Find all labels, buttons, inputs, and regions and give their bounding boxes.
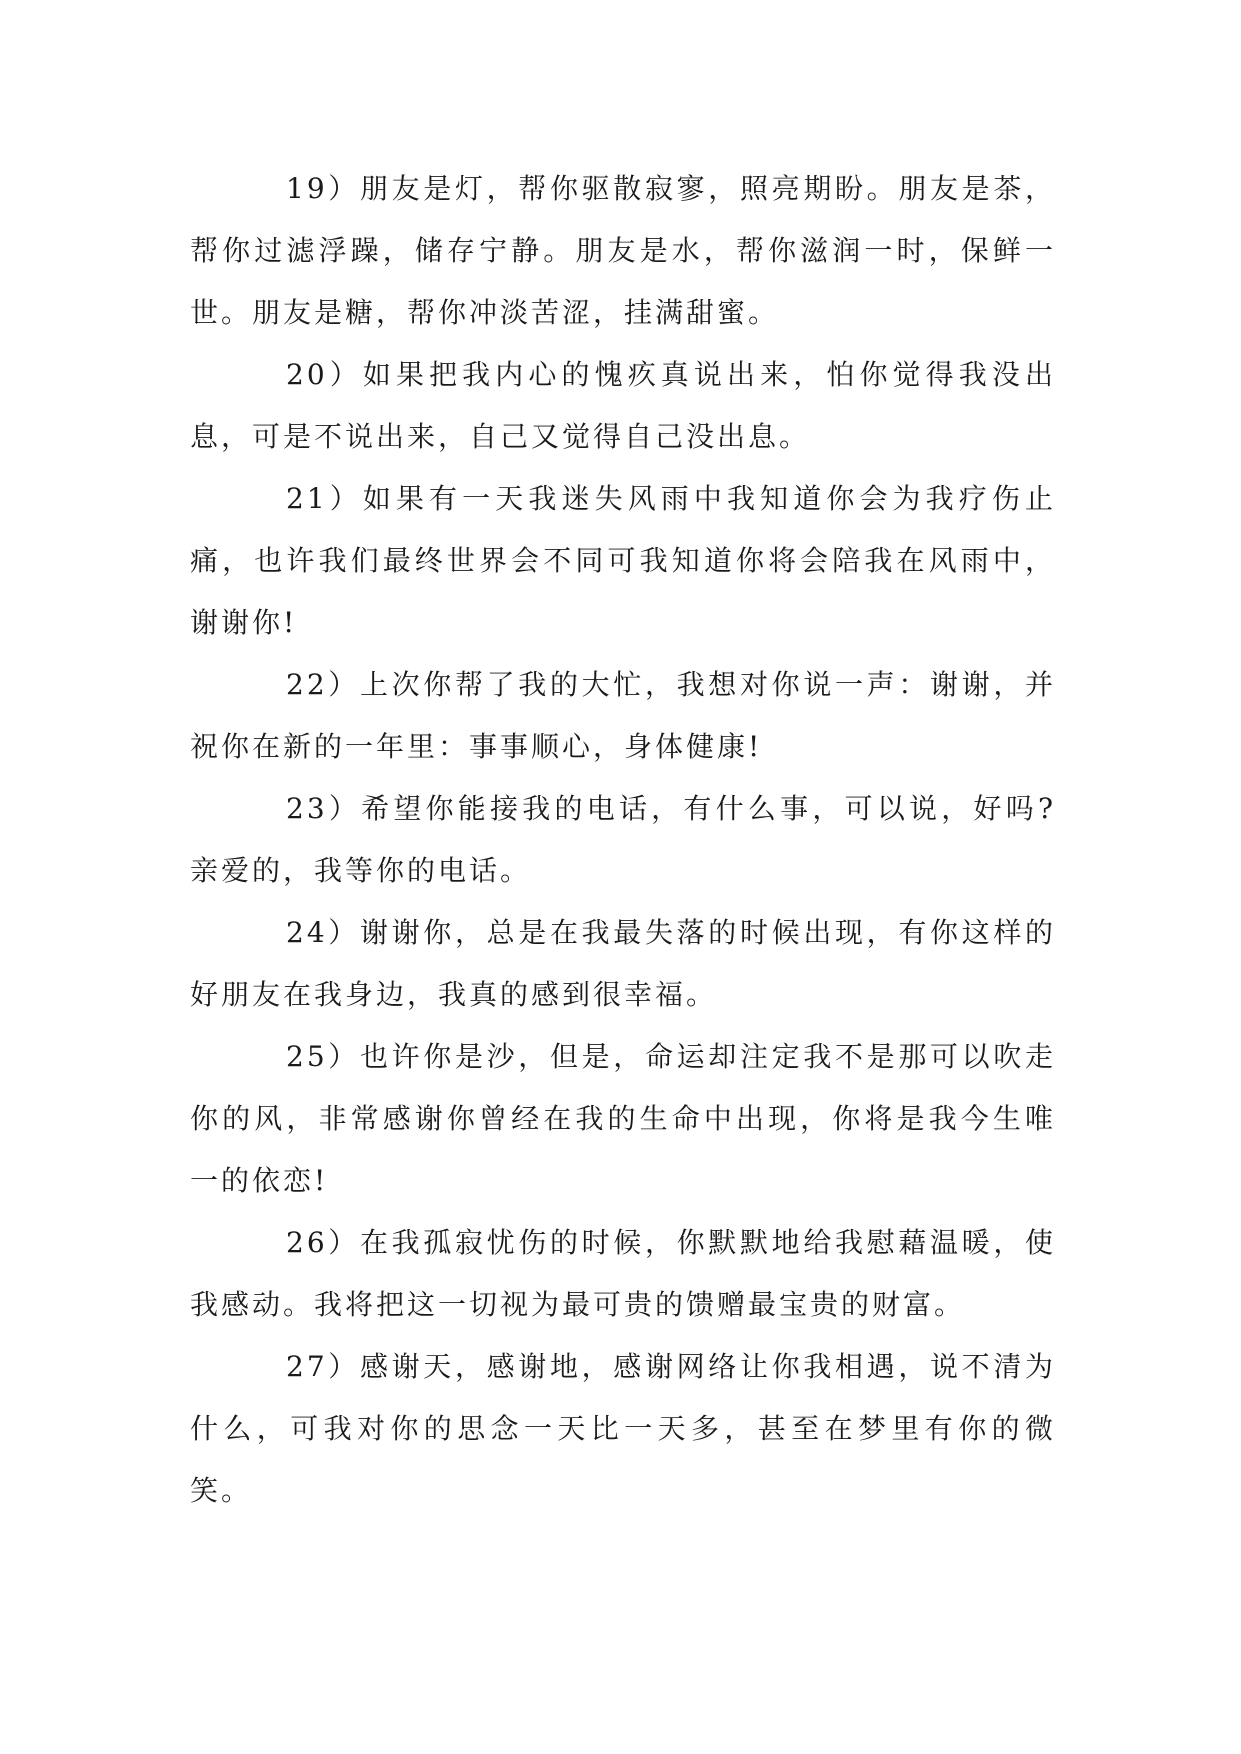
paragraph-20: 20）如果把我内心的愧疚真说出来，怕你觉得我没出息，可是不说出来，自己又觉得自己没出息。 <box>190 358 1056 453</box>
paragraph-27: 27）感谢天，感谢地，感谢网络让你我相遇，说不清为什么，可我对你的思念一天比一天多，甚至在梦里有你的微笑。 <box>190 1350 1056 1507</box>
paragraph-25: 25）也许你是沙，但是，命运却注定我不是那可以吹走你的风，非常感谢你曾经在我的生命中出现，你将是我今生唯一的依恋! <box>190 1040 1056 1197</box>
paragraph-26: 26）在我孤寂忧伤的时候，你默默地给我慰藉温暖，使我感动。我将把这一切视为最可贵的馈赠最宝贵的财富。 <box>190 1226 1056 1321</box>
paragraph-24: 24）谢谢你，总是在我最失落的时候出现，有你这样的好朋友在我身边，我真的感到很幸福。 <box>190 916 1056 1011</box>
paragraph-19: 19）朋友是灯，帮你驱散寂寥，照亮期盼。朋友是茶，帮你过滤浮躁，储存宁静。朋友是水，帮你滋润一时，保鲜一世。朋友是糖，帮你冲淡苦涩，挂满甜蜜。 <box>190 172 1056 329</box>
paragraph-22: 22）上次你帮了我的大忙，我想对你说一声：谢谢，并祝你在新的一年里：事事顺心，身体健康! <box>190 668 1056 763</box>
paragraph-23: 23）希望你能接我的电话，有什么事，可以说，好吗?亲爱的，我等你的电话。 <box>190 792 1056 887</box>
document-page <box>190 158 1056 1522</box>
paragraph-21: 21）如果有一天我迷失风雨中我知道你会为我疗伤止痛，也许我们最终世界会不同可我知道你将会陪我在风雨中，谢谢你! <box>190 482 1056 639</box>
